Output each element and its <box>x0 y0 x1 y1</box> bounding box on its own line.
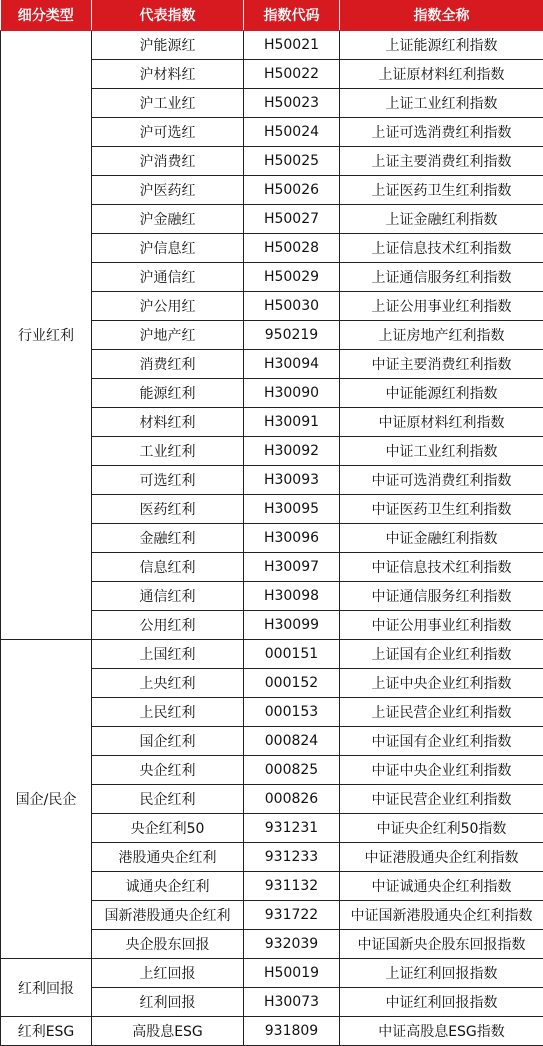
index-code-cell: 000824 <box>244 727 340 756</box>
index-full-name-cell: 中证能源红利指数 <box>340 379 543 408</box>
index-full-name-cell: 中证通信服务红利指数 <box>340 582 543 611</box>
category-cell: 行业红利 <box>1 31 92 640</box>
index-short-name-cell: 港股通央企红利 <box>92 843 244 872</box>
index-code-cell: 000152 <box>244 669 340 698</box>
index-code-cell: H30093 <box>244 466 340 495</box>
index-short-name-cell: 上红回报 <box>92 959 244 988</box>
header-index-name: 代表指数 <box>92 0 244 31</box>
index-full-name-cell: 中证中央企业红利指数 <box>340 756 543 785</box>
index-short-name-cell: 诚通央企红利 <box>92 872 244 901</box>
table-body <box>1 31 543 1046</box>
index-short-name-cell: 工业红利 <box>92 437 244 466</box>
index-short-name-cell: 高股息ESG <box>92 1017 244 1046</box>
index-short-name-cell: 能源红利 <box>92 379 244 408</box>
index-full-name-cell: 上证民营企业红利指数 <box>340 698 543 727</box>
index-code-cell: H50022 <box>244 60 340 89</box>
index-full-name-cell: 上证公用事业红利指数 <box>340 292 543 321</box>
table-row <box>1 640 543 669</box>
table-row <box>1 31 543 60</box>
index-full-name-cell: 中证金融红利指数 <box>340 524 543 553</box>
table-row <box>1 959 543 988</box>
header-full-name: 指数全称 <box>340 0 543 31</box>
index-short-name-cell: 上民红利 <box>92 698 244 727</box>
index-full-name-cell: 中证主要消费红利指数 <box>340 350 543 379</box>
index-code-cell: H50023 <box>244 89 340 118</box>
index-full-name-cell: 中证国新央企股东回报指数 <box>340 930 543 959</box>
index-full-name-cell: 中证国新港股通央企红利指数 <box>340 901 543 930</box>
index-short-name-cell: 材料红利 <box>92 408 244 437</box>
index-code-cell: 000825 <box>244 756 340 785</box>
index-short-name-cell: 央企股东回报 <box>92 930 244 959</box>
index-short-name-cell: 上央红利 <box>92 669 244 698</box>
index-short-name-cell: 国企红利 <box>92 727 244 756</box>
index-full-name-cell: 上证可选消费红利指数 <box>340 118 543 147</box>
index-code-cell: H50030 <box>244 292 340 321</box>
index-full-name-cell: 中证医药卫生红利指数 <box>340 495 543 524</box>
index-short-name-cell: 沪信息红 <box>92 234 244 263</box>
index-code-cell: 000826 <box>244 785 340 814</box>
index-short-name-cell: 上国红利 <box>92 640 244 669</box>
index-short-name-cell: 沪工业红 <box>92 89 244 118</box>
category-cell: 红利回报 <box>1 959 92 1017</box>
index-full-name-cell: 上证金融红利指数 <box>340 205 543 234</box>
category-cell: 红利ESG <box>1 1017 92 1046</box>
index-short-name-cell: 沪地产红 <box>92 321 244 350</box>
index-short-name-cell: 央企红利 <box>92 756 244 785</box>
index-code-cell: 931231 <box>244 814 340 843</box>
table-header <box>1 0 543 31</box>
index-code-cell: H50026 <box>244 176 340 205</box>
index-code-cell: 931722 <box>244 901 340 930</box>
header-category: 细分类型 <box>1 0 92 31</box>
index-full-name-cell: 中证原材料红利指数 <box>340 408 543 437</box>
index-full-name-cell: 中证工业红利指数 <box>340 437 543 466</box>
index-code-cell: H50029 <box>244 263 340 292</box>
index-code-cell: H30099 <box>244 611 340 640</box>
index-code-cell: H50021 <box>244 31 340 60</box>
index-code-cell: H50019 <box>244 959 340 988</box>
index-code-cell: H30073 <box>244 988 340 1017</box>
index-full-name-cell: 中证民营企业红利指数 <box>340 785 543 814</box>
index-short-name-cell: 金融红利 <box>92 524 244 553</box>
index-code-cell: 931809 <box>244 1017 340 1046</box>
index-full-name-cell: 中证可选消费红利指数 <box>340 466 543 495</box>
index-code-cell: H30094 <box>244 350 340 379</box>
index-short-name-cell: 医药红利 <box>92 495 244 524</box>
index-full-name-cell: 中证国有企业红利指数 <box>340 727 543 756</box>
index-full-name-cell: 中证央企红利50指数 <box>340 814 543 843</box>
index-code-cell: 931233 <box>244 843 340 872</box>
index-full-name-cell: 上证能源红利指数 <box>340 31 543 60</box>
index-full-name-cell: 上证原材料红利指数 <box>340 60 543 89</box>
index-full-name-cell: 上证红利回报指数 <box>340 959 543 988</box>
index-short-name-cell: 沪公用红 <box>92 292 244 321</box>
index-short-name-cell: 消费红利 <box>92 350 244 379</box>
header-row <box>1 0 543 31</box>
index-short-name-cell: 公用红利 <box>92 611 244 640</box>
index-short-name-cell: 沪可选红 <box>92 118 244 147</box>
index-code-cell: H30096 <box>244 524 340 553</box>
index-code-cell: H50027 <box>244 205 340 234</box>
index-code-cell: 000151 <box>244 640 340 669</box>
index-full-name-cell: 上证主要消费红利指数 <box>340 147 543 176</box>
index-full-name-cell: 上证信息技术红利指数 <box>340 234 543 263</box>
index-code-cell: 000153 <box>244 698 340 727</box>
index-full-name-cell: 上证房地产红利指数 <box>340 321 543 350</box>
index-code-cell: H50028 <box>244 234 340 263</box>
index-short-name-cell: 国新港股通央企红利 <box>92 901 244 930</box>
index-code-cell: H50025 <box>244 147 340 176</box>
index-full-name-cell: 中证港股通央企红利指数 <box>340 843 543 872</box>
index-full-name-cell: 中证诚通央企红利指数 <box>340 872 543 901</box>
index-full-name-cell: 中证公用事业红利指数 <box>340 611 543 640</box>
index-full-name-cell: 中证红利回报指数 <box>340 988 543 1017</box>
index-code-cell: 932039 <box>244 930 340 959</box>
index-short-name-cell: 沪金融红 <box>92 205 244 234</box>
index-short-name-cell: 沪医药红 <box>92 176 244 205</box>
index-short-name-cell: 红利回报 <box>92 988 244 1017</box>
index-full-name-cell: 上证中央企业红利指数 <box>340 669 543 698</box>
index-short-name-cell: 央企红利50 <box>92 814 244 843</box>
index-code-cell: H30095 <box>244 495 340 524</box>
index-short-name-cell: 信息红利 <box>92 553 244 582</box>
index-code-cell: 931132 <box>244 872 340 901</box>
index-full-name-cell: 上证国有企业红利指数 <box>340 640 543 669</box>
index-full-name-cell: 上证医药卫生红利指数 <box>340 176 543 205</box>
index-code-cell: H30098 <box>244 582 340 611</box>
index-full-name-cell: 中证信息技术红利指数 <box>340 553 543 582</box>
index-full-name-cell: 中证高股息ESG指数 <box>340 1017 543 1046</box>
index-code-cell: H30091 <box>244 408 340 437</box>
index-code-cell: H30090 <box>244 379 340 408</box>
index-short-name-cell: 沪材料红 <box>92 60 244 89</box>
index-short-name-cell: 沪能源红 <box>92 31 244 60</box>
index-full-name-cell: 上证通信服务红利指数 <box>340 263 543 292</box>
index-code-cell: 950219 <box>244 321 340 350</box>
index-full-name-cell: 上证工业红利指数 <box>340 89 543 118</box>
index-short-name-cell: 通信红利 <box>92 582 244 611</box>
index-short-name-cell: 可选红利 <box>92 466 244 495</box>
table-row <box>1 1017 543 1046</box>
header-index-code: 指数代码 <box>244 0 340 31</box>
category-cell: 国企/民企 <box>1 640 92 959</box>
index-code-cell: H30097 <box>244 553 340 582</box>
index-short-name-cell: 沪消费红 <box>92 147 244 176</box>
index-code-cell: H30092 <box>244 437 340 466</box>
index-short-name-cell: 沪通信红 <box>92 263 244 292</box>
index-short-name-cell: 民企红利 <box>92 785 244 814</box>
index-code-cell: H50024 <box>244 118 340 147</box>
